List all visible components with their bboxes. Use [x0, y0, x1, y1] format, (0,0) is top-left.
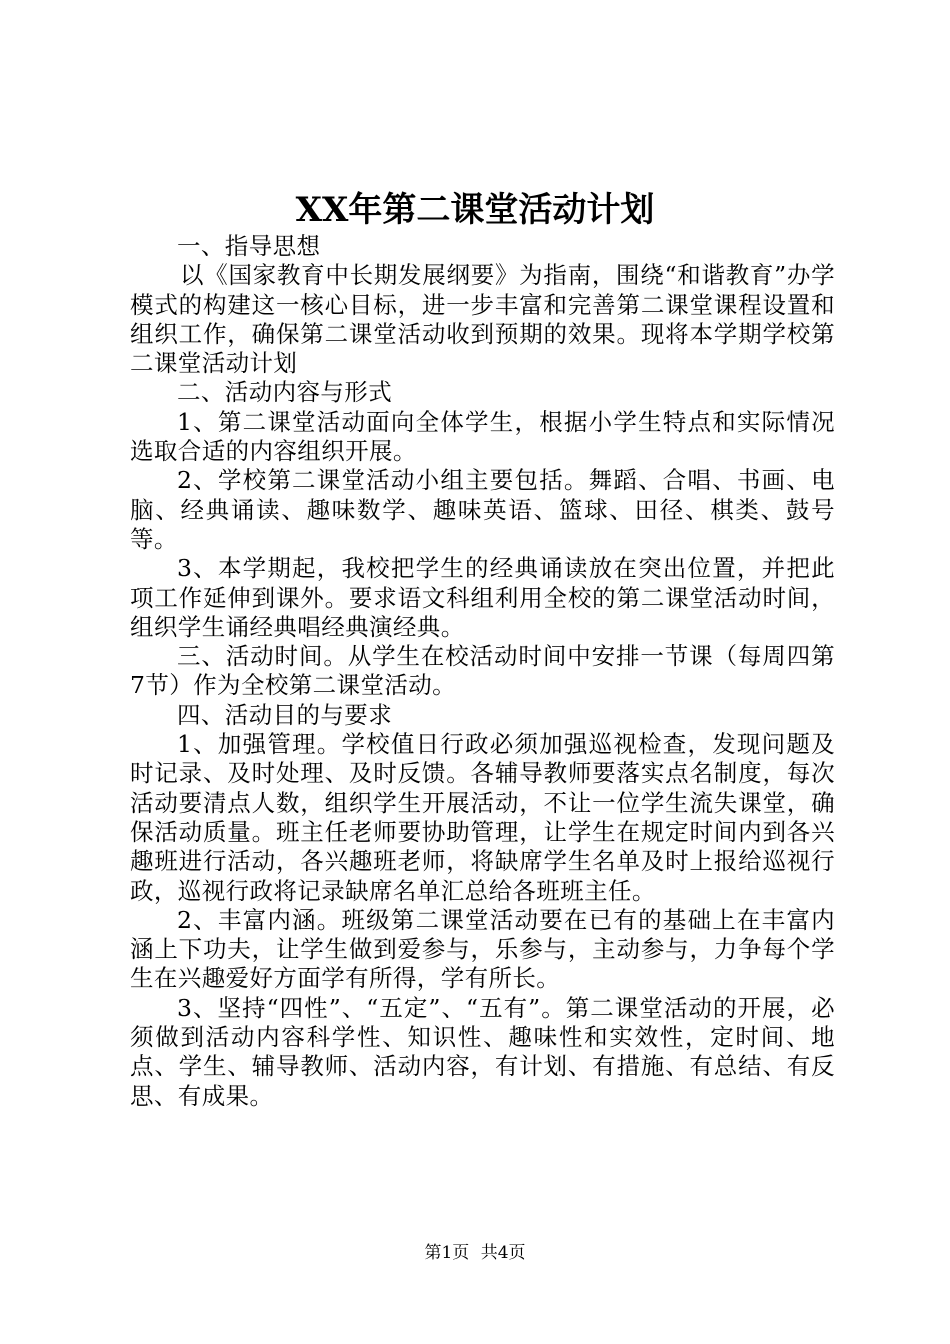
page-number: 第1页 [424, 1243, 470, 1263]
section-heading-guiding-ideology: 一、指导思想 [177, 232, 321, 260]
paragraph-goal-3: 3、坚持“四性”、“五定”、“五有”。第二课堂活动的开展，必须做到活动内容科学性、知识性、趣味性和实效性，定时间、地点、学生、辅导教师、活动内容，有计划、有措施、有总结、有反思、有成果。 [130, 993, 835, 1110]
paragraph-goal-1: 1、加强管理。学校值日行政必须加强巡视检查，发现问题及时记录、及时处理、及时反馈。各辅导教师要落实点名制度，每次活动要清点人数，组织学生开展活动，不让一位学生流失课堂，确保活动质量。班主任老师要协助管理，让学生在规定时间内到各兴趣班进行活动，各兴趣班老师，将缺席学生名单及时上报给巡视行政，巡视行政将记录缺席名单汇总给各班班主任。 [130, 730, 835, 905]
section-heading-goals: 四、活动目的与要求 [177, 700, 393, 729]
paragraph-guiding-ideology: 以《国家教育中长期发展纲要》为指南，围绕“和谐教育”办学模式的构建这一核心目标，进一步丰富和完善第二课堂课程设置和组织工作，确保第二课堂活动收到预期的效果。现将本学期学校第二课堂活动计划 [130, 261, 835, 378]
paragraph-content-3: 3、本学期起，我校把学生的经典诵读放在突出位置，并把此项工作延伸到课外。要求语文科组利用全校的第二课堂活动时间，组织学生诵经典唱经典演经典。 [130, 554, 835, 641]
document-body [130, 232, 835, 1111]
page-total: 共4页 [480, 1243, 526, 1263]
page-footer [0, 1242, 950, 1264]
paragraph-activity-time: 三、活动时间。从学生在校活动时间中安排一节课（每周四第7节）作为全校第二课堂活动。 [130, 642, 835, 700]
paragraph-content-1: 1、第二课堂活动面向全体学生，根据小学生特点和实际情况选取合适的内容组织开展。 [130, 407, 835, 466]
document-title: XX年第二课堂活动计划 [295, 190, 655, 230]
paragraph-content-2: 2、学校第二课堂活动小组主要包括。舞蹈、合唱、书画、电脑、经典诵读、趣味数学、趣味英语、篮球、田径、棋类、鼓号等。 [130, 466, 835, 553]
paragraph-goal-2: 2、丰富内涵。班级第二课堂活动要在已有的基础上在丰富内涵上下功夫，让学生做到爱参与，乐参与，主动参与，力争每个学生在兴趣爱好方面学有所得，学有所长。 [130, 905, 835, 993]
section-heading-content-form: 二、活动内容与形式 [177, 378, 393, 407]
